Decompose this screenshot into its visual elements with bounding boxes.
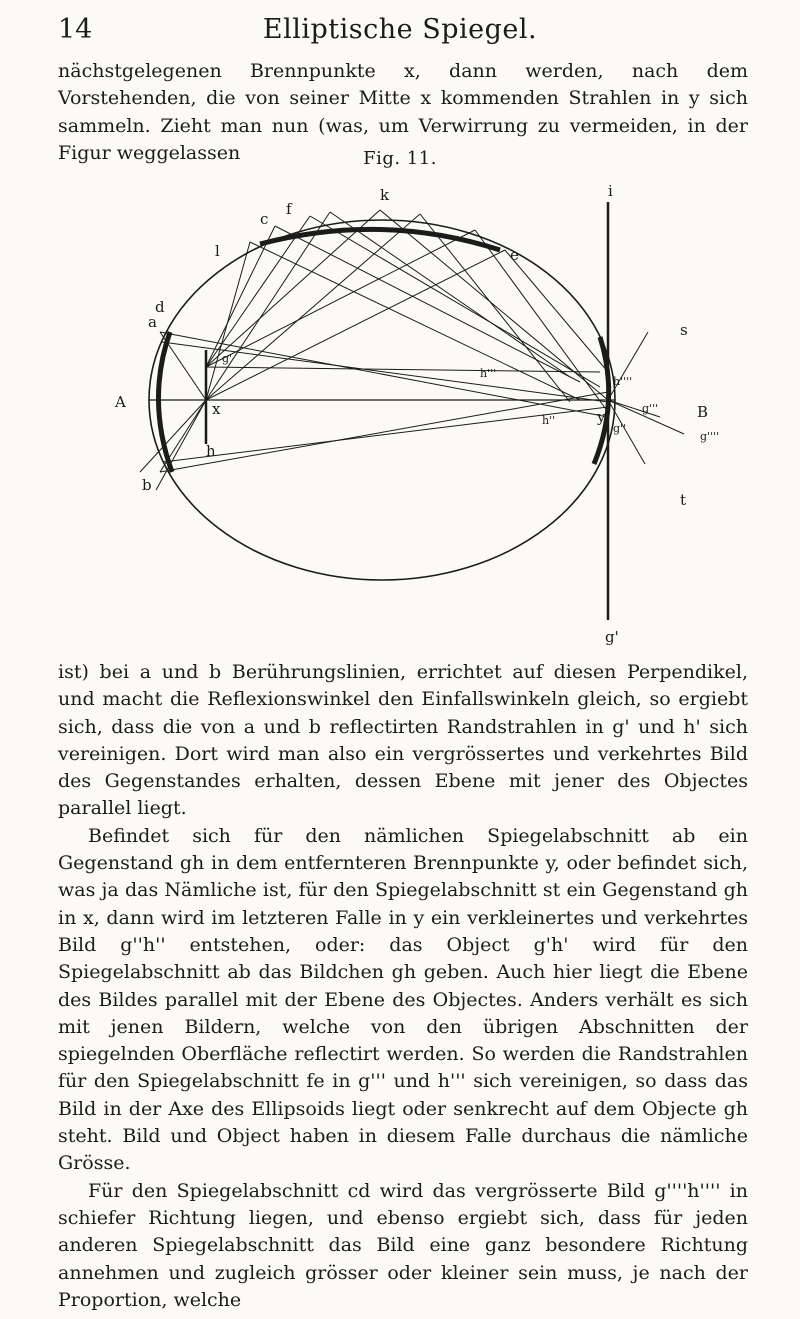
label-l: l: [215, 242, 220, 260]
page-header: [58, 14, 742, 50]
label-e: e: [510, 246, 519, 264]
label-a: a: [148, 313, 157, 331]
label-A: A: [115, 393, 126, 411]
paragraph: nächstgelegenen Brennpunkte x, dann werden, nach dem Vorstehenden, die von seiner Mitte x kommenden Strahlen in y sich sammeln. Zieht man nun (was, um Verwirrung zu vermeiden, in der Figur weggelassen: [58, 60, 748, 164]
label-x: x: [212, 400, 221, 418]
bottom-paragraphs: [58, 659, 748, 1314]
label-g2: g'': [613, 422, 627, 435]
label-h3: h''': [480, 367, 497, 380]
label-c: c: [260, 210, 269, 228]
label-g3: g''': [642, 402, 659, 415]
label-k: k: [380, 186, 390, 204]
label-h2: h'': [542, 414, 556, 427]
label-t: t: [680, 491, 687, 509]
mirror-segment-left: [158, 332, 172, 472]
ellipse-mirror-figure: [100, 172, 740, 654]
paragraph: Für den Spiegelabschnitt cd wird das vergrösserte Bild g''''h'''' in schiefer Richtung liegen, und ebenso ergiebt sich, dass für jeden anderen Spiegelabschnitt das Bild eine ganz besondere Richtung annehmen und zugleich grösser oder kleiner sein muss, je nach der Proportion, welche: [58, 1179, 748, 1311]
label-g-prime: g': [605, 628, 619, 646]
label-g4: g'''': [700, 430, 720, 443]
page-number: 14: [58, 14, 93, 45]
label-i: i: [608, 182, 613, 200]
label-B: B: [697, 403, 709, 421]
running-head: Elliptische Spiegel.: [262, 14, 538, 45]
label-f: f: [286, 200, 292, 218]
label-b: b: [142, 476, 152, 494]
paragraph: ist) bei a und b Berührungslinien, errichtet auf diesen Perpendikel, und macht die Reflexionswinkel den Einfallswinkeln gleich, so ergiebt sich, dass die von a und b reflectirten Randstrahlen in g' und h' sich vereinigen. Dort wird man also ein vergrössertes und verkehrtes Bild des Gegenstandes erhalten, dessen Ebene mit jener des Objectes parallel liegt.: [58, 661, 748, 820]
figure-caption: Fig. 11.: [363, 148, 437, 169]
paragraph: Befindet sich für den nämlichen Spiegelabschnitt ab ein Gegenstand gh in dem entfernteren Brennpunkte y, oder befindet sich, was ja das Nämliche ist, für den Spiegelabschnitt st ein Gegenstand gh in x, dann wird im letzteren Falle in y ein verkleinertes und verkehrtes Bild g''h'' entstehen, oder: das Object g'h' wird für den Spiegelabschnitt ab das Bildchen gh geben. Auch hier liegt die Ebene des Bildes parallel mit der Ebene des Objectes. Anders verhält es sich mit jenen Bildern, welche von den übrigen Abschnitten der spiegelnden Oberfläche reflectirt werden. So werden die Randstrahlen für den Spiegelabschnitt fe in g''' und h''' sich vereinigen, so dass das Bild in der Axe des Ellipsoids liegt oder senkrecht auf dem Objecte gh steht. Bild und Object haben in diesem Falle durchaus die nämliche Grösse.: [58, 824, 748, 1175]
label-d: d: [155, 298, 165, 316]
label-h: h: [206, 442, 216, 460]
label-h4: h'''': [613, 375, 633, 388]
label-g1: g': [222, 352, 233, 365]
label-y: y: [597, 408, 606, 426]
label-s: s: [680, 321, 688, 339]
